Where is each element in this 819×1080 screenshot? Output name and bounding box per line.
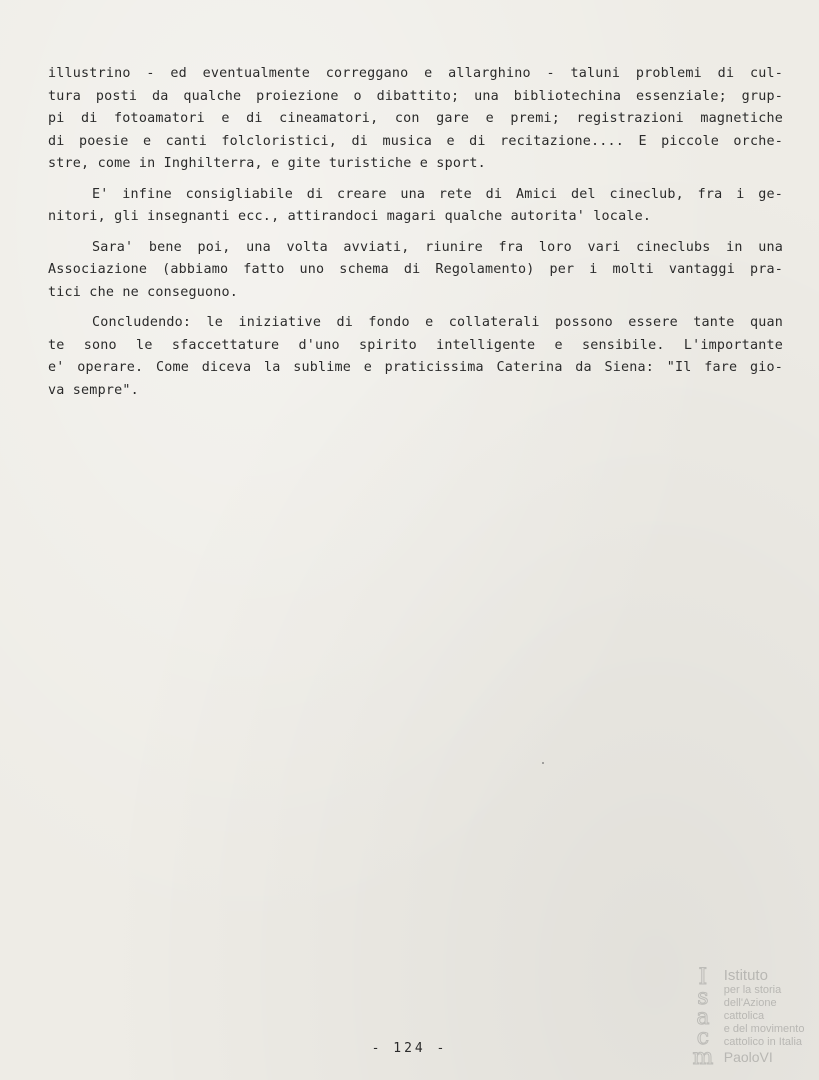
typed-text-body	[48, 63, 783, 410]
text-line: e' operare. Come diceva la sublime e praticissima Caterina da Siena: "Il fare gio-	[48, 360, 783, 375]
watermark-line: PaoloVI	[723, 1049, 773, 1065]
watermark-monogram	[686, 965, 720, 1070]
watermark-letter: s	[697, 985, 709, 1010]
paragraph-4	[48, 312, 783, 402]
paragraph-2	[48, 184, 783, 229]
page-number: - 124 -	[371, 1041, 448, 1056]
text-line: di poesie e canti folcloristici, di musica e di recitazione.... E piccole orche-	[48, 133, 783, 149]
paragraph-3	[48, 237, 783, 305]
watermark-letter: c	[696, 1025, 710, 1050]
text-line: stre, come in Inghilterra, e gite turistiche e sport.	[48, 156, 486, 171]
text-line: tici che ne conseguono.	[48, 284, 239, 300]
text-line: va sempre".	[48, 382, 139, 398]
text-line: te sono le sfaccettature d'uno spirito intelligente e sensibile. L'importante	[48, 337, 783, 353]
text-line: Sara' bene poi, una volta avviati, riunire fra loro vari cineclubs in una	[92, 239, 783, 255]
watermark-line: dell'Azione cattolica	[723, 997, 777, 1022]
watermark-line: per la storia	[723, 984, 782, 996]
text-line: Concludendo: le iniziative di fondo e collaterali possono essere tante quan	[92, 315, 783, 330]
watermark-letter: a	[696, 1005, 710, 1030]
text-line: nitori, gli insegnanti ecc., attirandoci magari qualche autorita' locale.	[48, 209, 652, 224]
watermark-line: cattolico in Italia	[723, 1036, 803, 1048]
watermark-line: e del movimento	[723, 1023, 805, 1035]
text-line: E' infine consigliabile di creare una rete di Amici del cineclub, fra i ge-	[92, 186, 783, 202]
text-line: pi di fotoamatori e di cineamatori, con gare e premi; registrazioni magnetiche	[48, 111, 783, 126]
paper-speck	[542, 762, 544, 764]
watermark-line: Istituto	[723, 967, 768, 984]
text-line: Associazione (abbiamo fatto uno schema di Regolamento) per i molti vantaggi pra-	[48, 262, 783, 277]
watermark-letter: I	[698, 965, 708, 990]
institute-watermark-logo	[686, 965, 814, 1070]
watermark-text	[724, 968, 814, 1065]
text-line: tura posti da qualche proiezione o dibattito; una bibliotechina essenziale; grup-	[48, 88, 783, 104]
text-line: illustrino - ed eventualmente correggano e allarghino - taluni problemi di cul-	[48, 66, 783, 81]
watermark-letter: m	[692, 1045, 714, 1070]
paragraph-1	[48, 63, 783, 176]
